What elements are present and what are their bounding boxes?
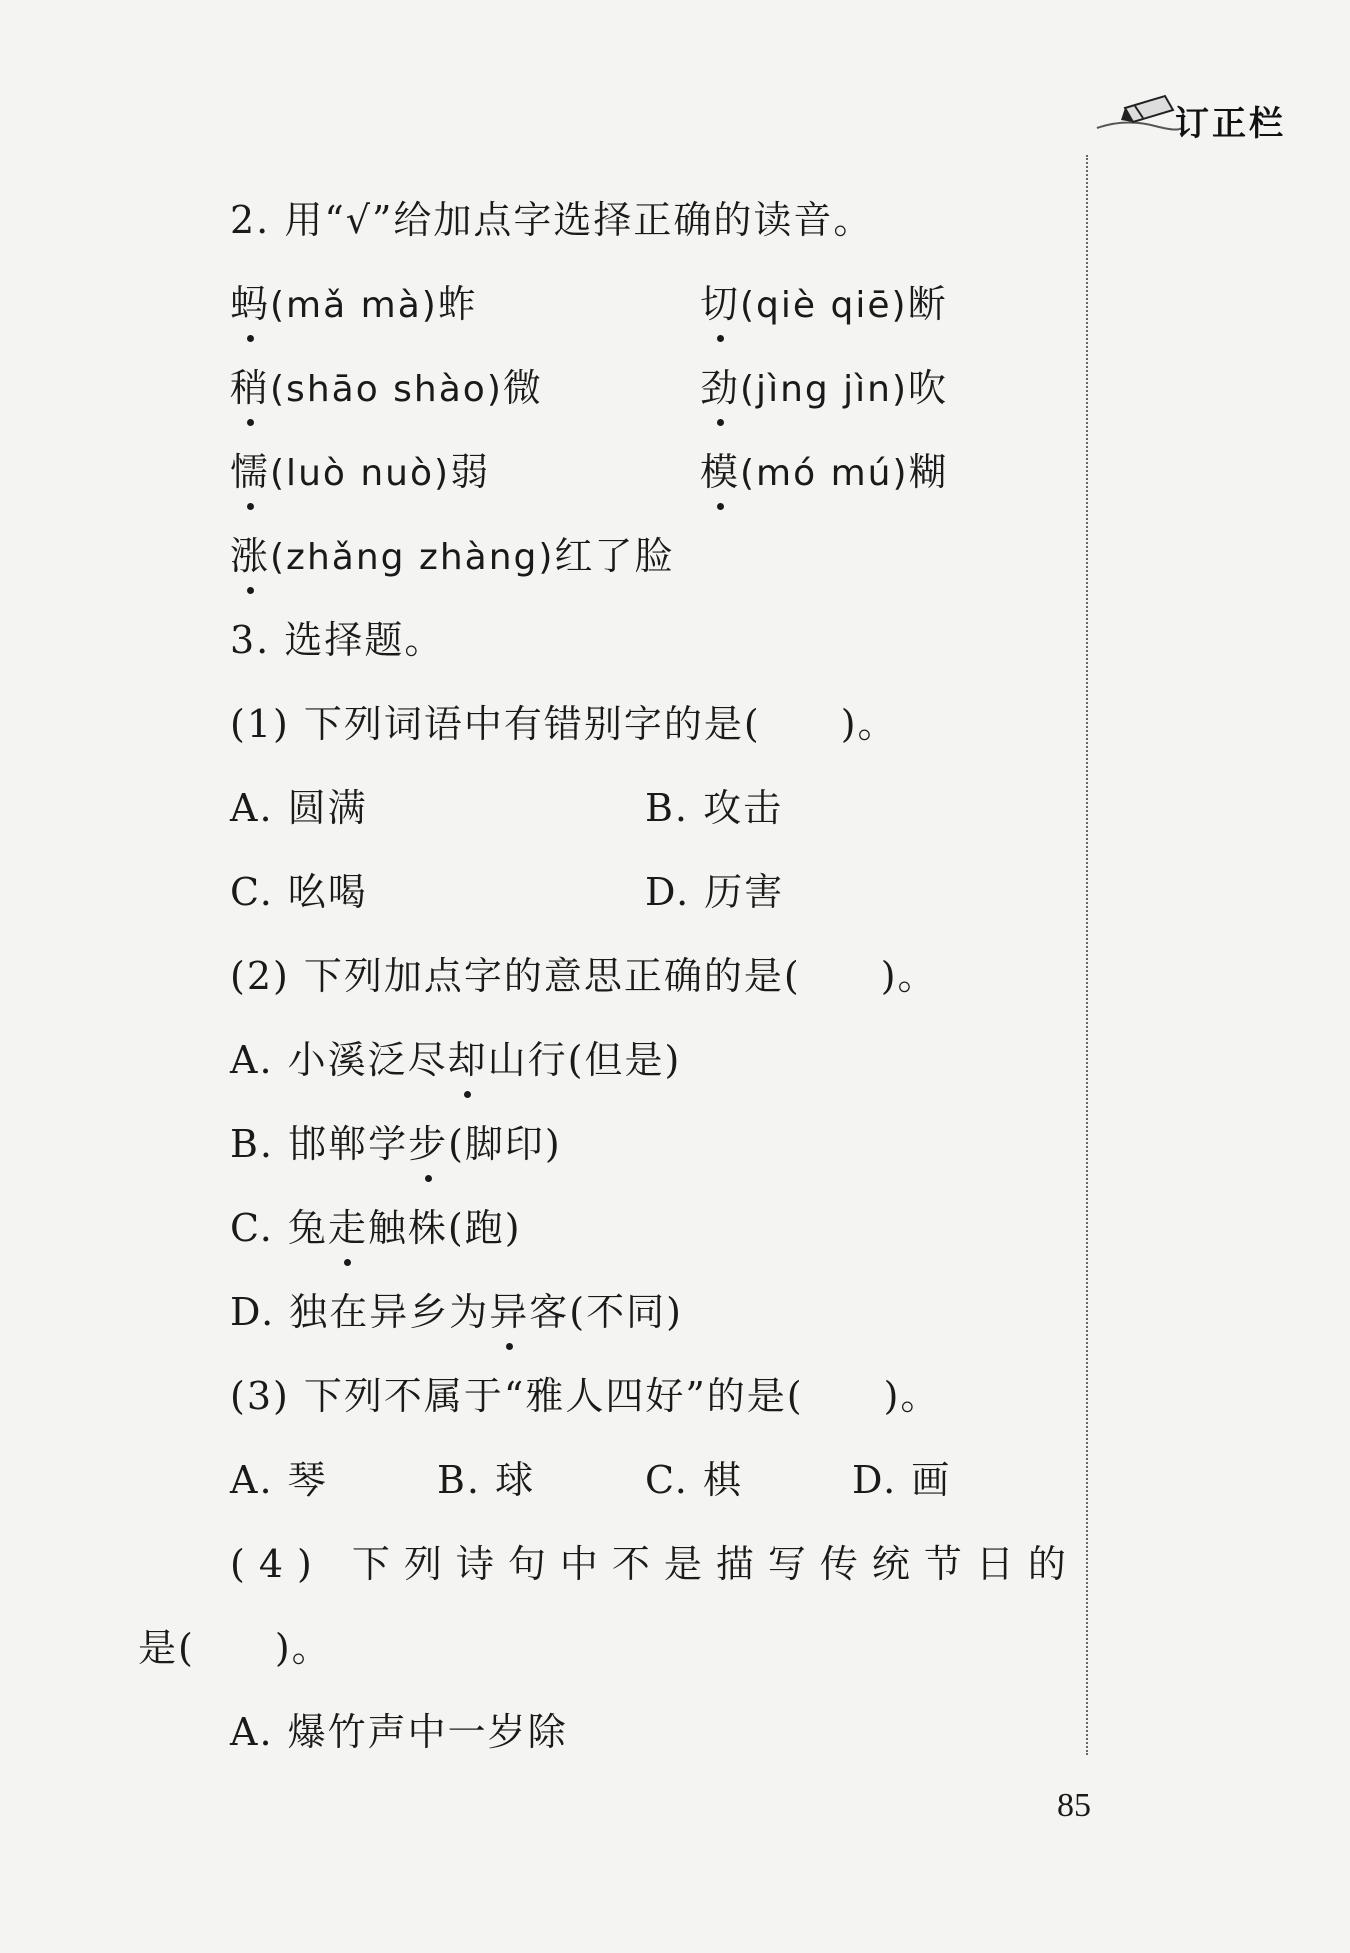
correction-column-divider [1086,155,1088,1755]
q3-3-option-a: A. 琴 [230,1458,328,1502]
q3-title: 3. 选择题。 [230,618,445,662]
q2-title: 2. 用“√”给加点字选择正确的读音。 [230,198,874,242]
q3-3-option-b: B. 球 [437,1458,536,1502]
q3-1-option-a: A. 圆满 [230,786,368,830]
q2-item-6: 模(mó mú)糊 [700,450,949,494]
correction-column-header [1095,88,1335,148]
correction-column-title: 订正栏 [1175,104,1286,144]
q3-1-stem: (1) 下列词语中有错别字的是( )。 [230,702,898,746]
q2-item-1: 蚂(mǎ mà)蚱 [230,282,478,326]
q3-2-stem: (2) 下列加点字的意思正确的是( )。 [230,954,938,998]
q3-2-option-d: D. 独在异乡为异客(不同) [230,1290,683,1334]
q3-4-option-a: A. 爆竹声中一岁除 [230,1710,568,1754]
q3-2-option-c: C. 兔走触株(跑) [230,1206,522,1250]
page-number: 85 [1057,1787,1091,1824]
q3-1-option-b: B. 攻击 [645,786,784,830]
q2-item-2: 切(qiè qiē)断 [700,282,948,326]
q2-item-3: 稍(shāo shào)微 [230,366,543,410]
q2-item-7: 涨(zhǎng zhàng)红了脸 [230,534,675,578]
q3-3-option-d: D. 画 [852,1458,952,1502]
q3-2-option-a: A. 小溪泛尽却山行(但是) [230,1038,682,1082]
q3-1-option-c: C. 吆喝 [230,870,368,914]
q2-item-5: 懦(luò nuò)弱 [230,450,491,494]
q2-item-4: 劲(jìng jìn)吹 [700,366,949,410]
q3-3-stem: (3) 下列不属于“雅人四好”的是( )。 [230,1374,941,1418]
q3-4-stem-line2: 是( )。 [138,1626,332,1670]
pencil-icon [1095,88,1185,148]
q3-3-option-c: C. 棋 [645,1458,743,1502]
q3-2-option-b: B. 邯郸学步(脚印) [230,1122,562,1166]
q3-4-stem-line1: (4) 下列诗句中不是描写传统节日的 [230,1542,1080,1586]
q3-1-option-d: D. 历害 [645,870,785,914]
